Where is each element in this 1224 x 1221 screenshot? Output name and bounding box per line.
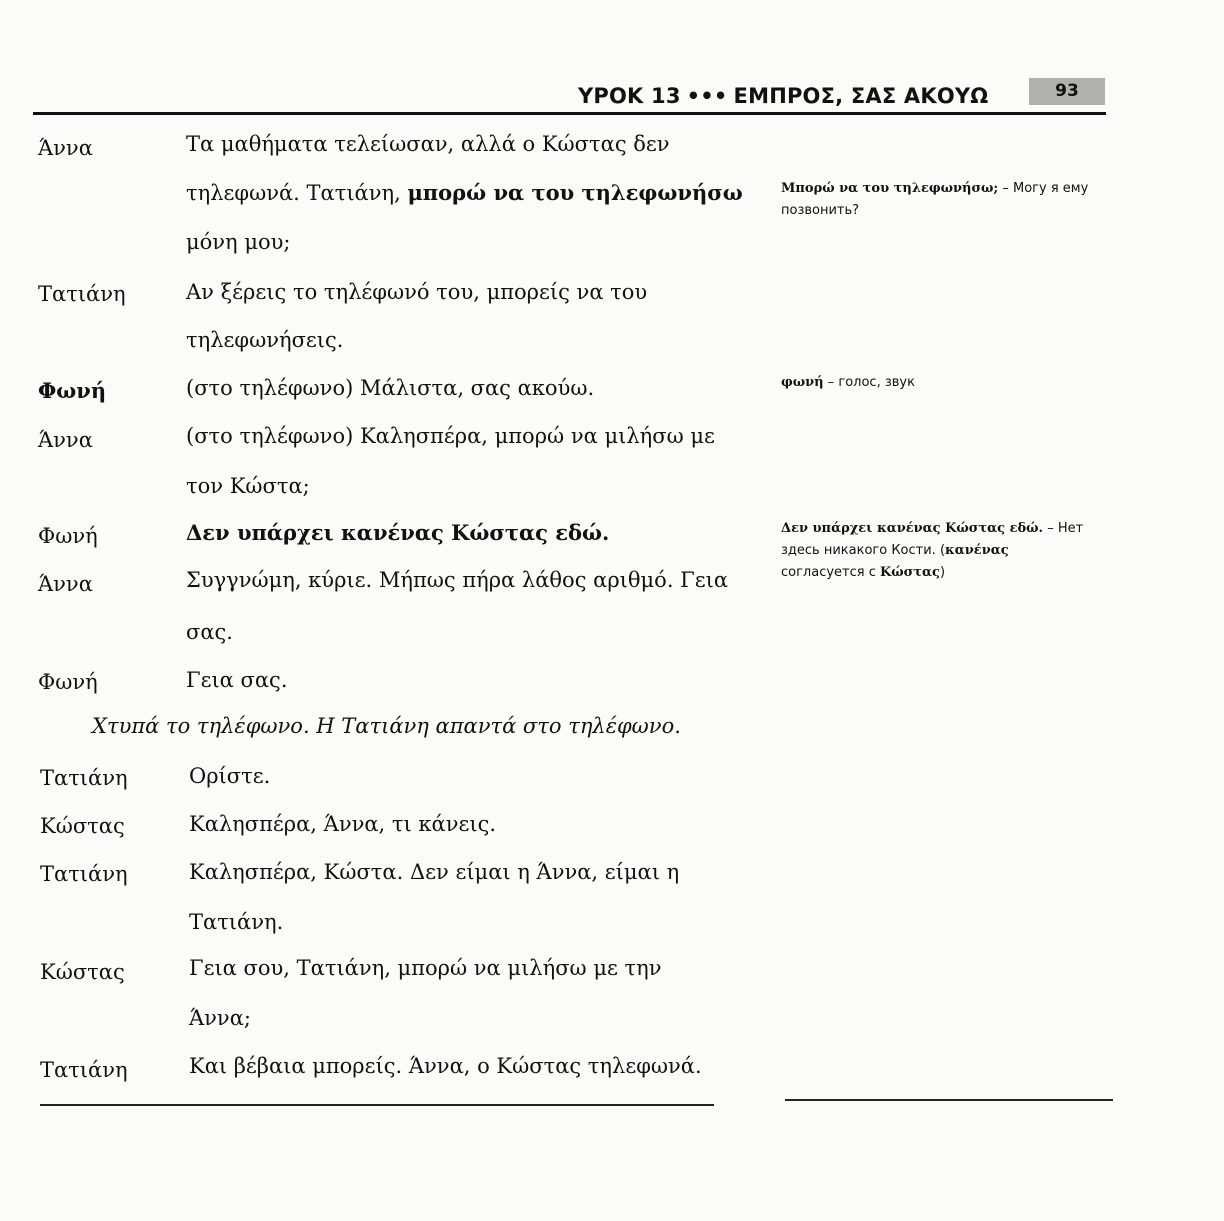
dialogue-line: Τα μαθήματα τελείωσαν, αλλά ο Κώστας δεν xyxy=(186,132,670,156)
running-head xyxy=(578,84,988,108)
header-rule xyxy=(33,112,1106,115)
stage-direction: Χτυπά το τηλέφωνο. Η Τατιάνη απαντά στο τηλέφωνο. xyxy=(92,714,681,738)
dialogue-line: (στο τηλέφωνο) Μάλιστα, σας ακούω. xyxy=(186,376,595,400)
speaker-name: Φωνή xyxy=(38,670,98,694)
dialogue-line: Τατιάνη. xyxy=(189,910,284,934)
margin-note: Δεν υπάρχει κανένας Κώστας εδώ. – Нет здесь никакого Кости. (κανένας согласуется с Κώστας) xyxy=(781,521,1084,580)
speaker-name: Φωνή xyxy=(38,378,107,403)
speaker-name: Τατιάνη xyxy=(40,862,128,886)
speaker-name: Τατιάνη xyxy=(38,282,126,306)
dialogue-line: Αν ξέρεις το τηλέφωνό του, μπορείς να του xyxy=(186,280,648,304)
dialogue-line: Ορίστε. xyxy=(189,764,271,788)
dialogue-line: σας. xyxy=(186,620,233,644)
dialogue-line: Γεια σου, Τατιάνη, μπορώ να μιλήσω με την xyxy=(189,956,662,980)
dialogue-line: (στο τηλέφωνο) Καλησπέρα, μπορώ να μιλήσω με xyxy=(186,424,715,448)
speaker-name: Άννα xyxy=(38,572,93,596)
page-number: 93 xyxy=(1029,78,1105,105)
dialogue-line: τηλεφωνήσεις. xyxy=(186,328,344,352)
speaker-name: Κώστας xyxy=(40,814,125,838)
header-dots: ••• xyxy=(686,84,728,108)
dialogue-line: μόνη μου; xyxy=(186,230,291,254)
speaker-name: Τατιάνη xyxy=(40,1058,128,1082)
margin-note: φωνή – голос, звук xyxy=(781,375,915,390)
dialogue-line: Γεια σας. xyxy=(186,668,288,692)
dialogue-line: τον Κώστα; xyxy=(186,474,310,498)
dialogue-line xyxy=(186,520,609,545)
dialogue-line: Άννα; xyxy=(189,1006,251,1030)
speaker-name: Άννα xyxy=(38,136,93,160)
speaker-name: Φωνή xyxy=(38,524,98,548)
lesson-number: ΥΡΟΚ 13 xyxy=(578,84,681,108)
speaker-name: Κώστας xyxy=(40,960,125,984)
dialogue-line: τηλεφωνά. Τατιάνη, μπορώ να του τηλεφωνήσω xyxy=(186,180,743,205)
dialogue-line: Καλησπέρα, Κώστα. Δεν είμαι η Άννα, είμαι η xyxy=(189,860,680,884)
dialogue-line: Καλησπέρα, Άννα, τι κάνεις. xyxy=(189,812,497,836)
footer-rule-right xyxy=(785,1099,1113,1101)
speaker-name: Άννα xyxy=(38,428,93,452)
dialogue-line: Συγγνώμη, κύριε. Μήπως πήρα λάθος αριθμό. Γεια xyxy=(186,568,729,592)
dialogue-line: Και βέβαια μπορείς. Άννα, ο Κώστας τηλεφωνά. xyxy=(189,1054,702,1078)
lesson-title: ΕΜΠΡΟΣ, ΣΑΣ ΑΚΟΥΩ xyxy=(733,84,989,108)
speaker-name: Τατιάνη xyxy=(40,766,128,790)
key-phrase: Δεν υπάρχει κανένας Κώστας εδώ. xyxy=(186,520,610,545)
footer-rule-left xyxy=(40,1104,714,1106)
key-phrase: μπορώ να του τηλεφωνήσω xyxy=(407,180,743,205)
margin-note: Μπορώ να του τηλεφωνήσω; – Могу я ему позвонить? xyxy=(781,181,1089,218)
